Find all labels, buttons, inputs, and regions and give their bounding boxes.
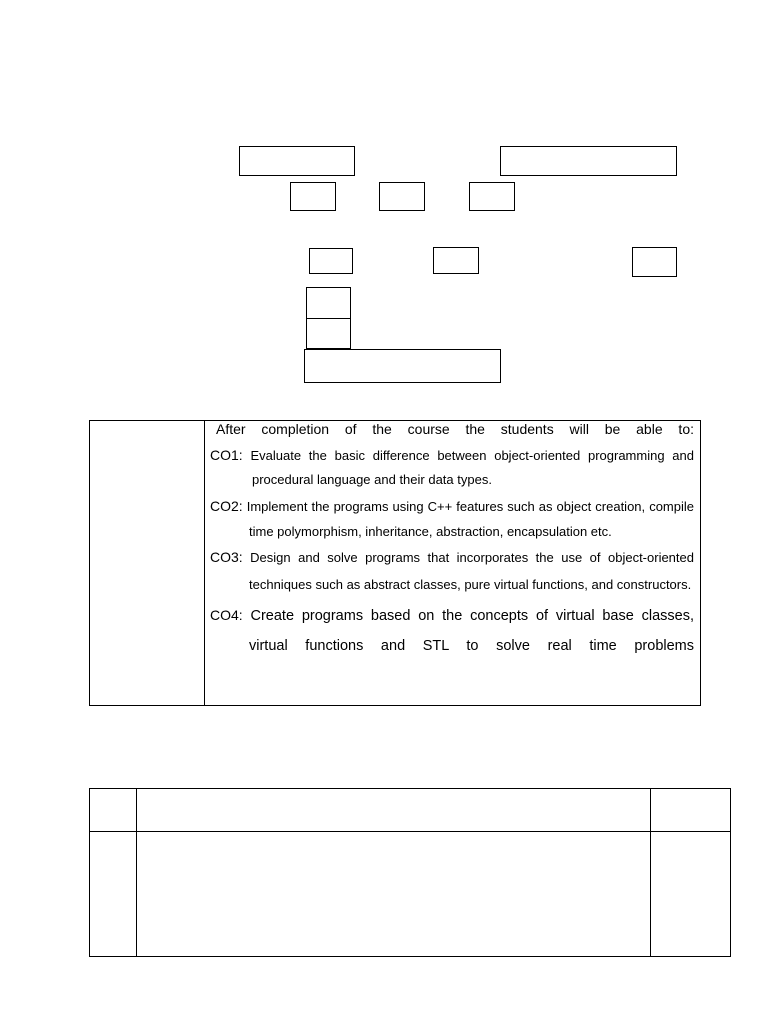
course-outcome-code: CO4: — [210, 607, 243, 623]
course-outcomes-table — [89, 420, 701, 706]
course-outcome-1 — [210, 443, 694, 492]
course-outcome-code: CO1: — [210, 447, 243, 463]
course-outcome-4 — [210, 600, 694, 661]
table-column-divider — [136, 789, 137, 956]
blank-field-box — [239, 146, 355, 176]
blank-field-box — [304, 349, 501, 383]
blank-field-box — [433, 247, 479, 274]
blank-field-box — [290, 182, 336, 211]
blank-field-box — [309, 248, 353, 274]
course-outcome-text: Design and solve programs that incorporates the use of object-oriented techniques such as abstract classes, pure virtual functions, and constructors. — [249, 550, 694, 592]
course-outcome-text: Implement the programs using C++ features such as object creation, compile time polymorphism, inheritance, abstraction, encapsulation etc. — [246, 499, 694, 539]
table-row-divider — [90, 831, 730, 832]
blank-field-box — [469, 182, 515, 211]
course-outcome-3 — [210, 544, 694, 598]
course-outcome-text: Evaluate the basic difference between object-oriented programming and procedural language and their data types. — [250, 448, 694, 487]
course-outcomes-content — [210, 421, 694, 661]
course-outcome-code: CO2: — [210, 498, 243, 514]
course-outcomes-intro: After completion of the course the students will be able to: — [216, 421, 694, 437]
blank-field-box — [379, 182, 425, 211]
blank-field-box — [306, 287, 351, 319]
empty-table — [89, 788, 731, 957]
blank-field-box — [306, 318, 351, 349]
course-outcome-code: CO3: — [210, 549, 243, 565]
course-outcome-2 — [210, 494, 694, 544]
course-outcome-text: Create programs based on the concepts of virtual base classes, virtual functions and STL to solve real time problems — [249, 608, 694, 654]
blank-field-box — [632, 247, 677, 277]
table-column-divider — [204, 421, 205, 705]
table-column-divider — [650, 789, 651, 956]
blank-field-box — [500, 146, 677, 176]
